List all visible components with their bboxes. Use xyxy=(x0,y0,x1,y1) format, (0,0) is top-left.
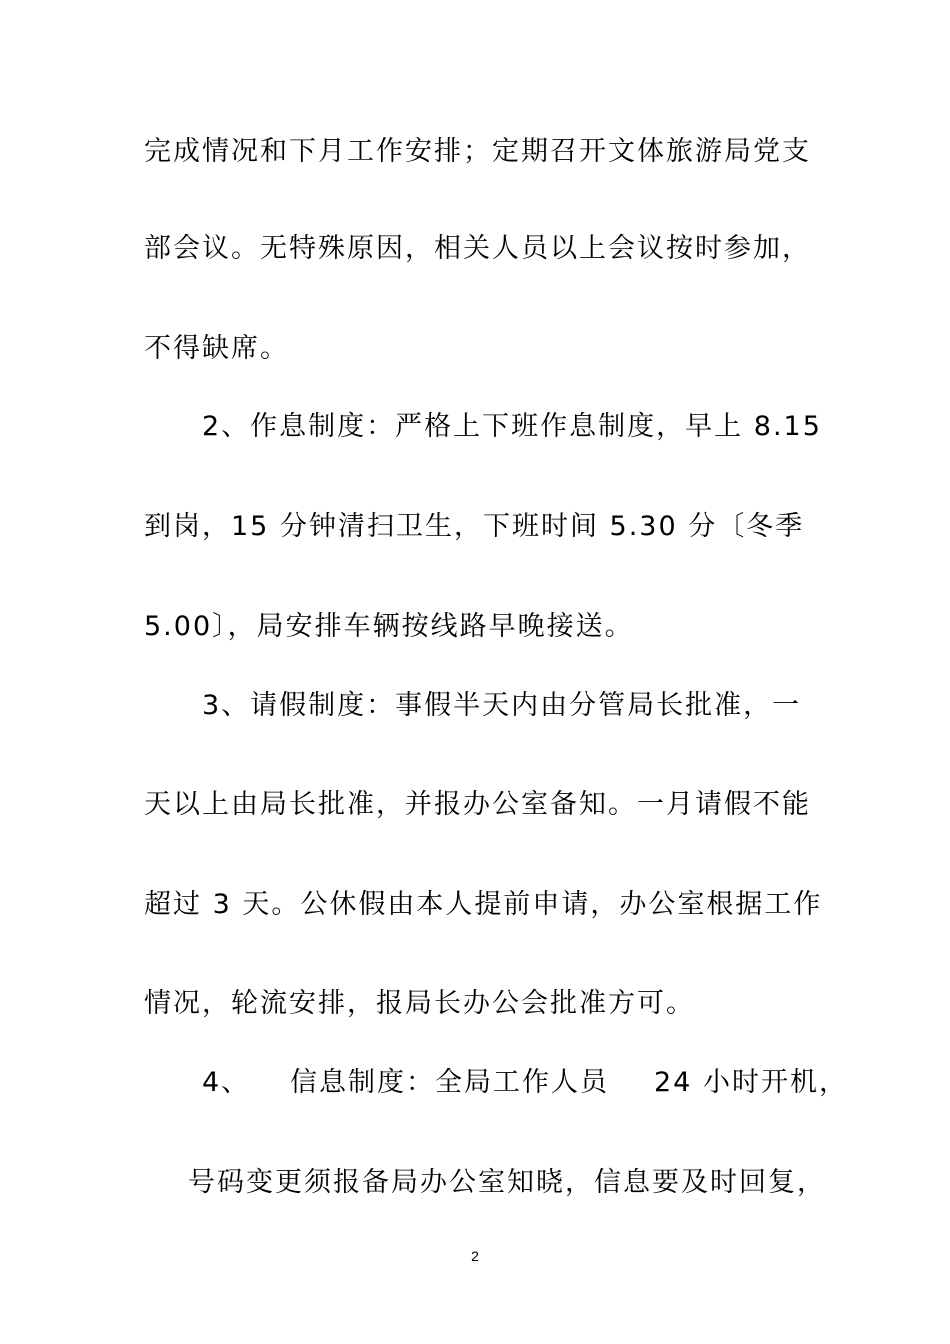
text-line xyxy=(0,232,950,334)
text-line xyxy=(0,510,950,612)
text-line xyxy=(0,410,950,512)
text-line-content: 情况，轮流安排，报局长办公会批准方可。 xyxy=(144,988,695,1019)
info-line-title: 信息制度：全局工作人员 xyxy=(290,1067,609,1098)
text-line-content: 天以上由局长批准，并报办公室备知。一月请假不能 xyxy=(144,789,811,820)
text-line-content: 到岗，15 分钟清扫卫生，下班时间 5.30 分〔冬季 xyxy=(144,511,805,542)
page-number: 2 xyxy=(471,1248,479,1264)
text-line-content: 2、作息制度：严格上下班作息制度，早上 8.15 xyxy=(202,411,822,442)
text-line-content: 超过 3 天。公休假由本人提前申请，办公室根据工作 xyxy=(144,889,823,920)
text-line-content: 号码变更须报备局办公室知晓，信息要及时回复， xyxy=(188,1167,826,1198)
text-line-content: 3、请假制度：事假半天内由分管局长批准，一 xyxy=(202,690,802,721)
info-line-number: 4、 xyxy=(202,1067,251,1098)
info-line-tail: 24 小时开机， xyxy=(654,1067,848,1098)
text-line xyxy=(0,689,950,791)
text-line-content: 不得缺席。 xyxy=(144,333,289,364)
text-line-content: 完成情况和下月工作安排；定期召开文体旅游局党支 xyxy=(144,136,811,167)
text-line-content: 部会议。无特殊原因，相关人员以上会议按时参加， xyxy=(144,233,811,264)
text-line xyxy=(0,888,950,990)
text-line xyxy=(0,788,950,890)
text-line-content: 5.00〕，局安排车辆按线路早晚接送。 xyxy=(144,611,634,642)
text-line xyxy=(0,135,950,237)
